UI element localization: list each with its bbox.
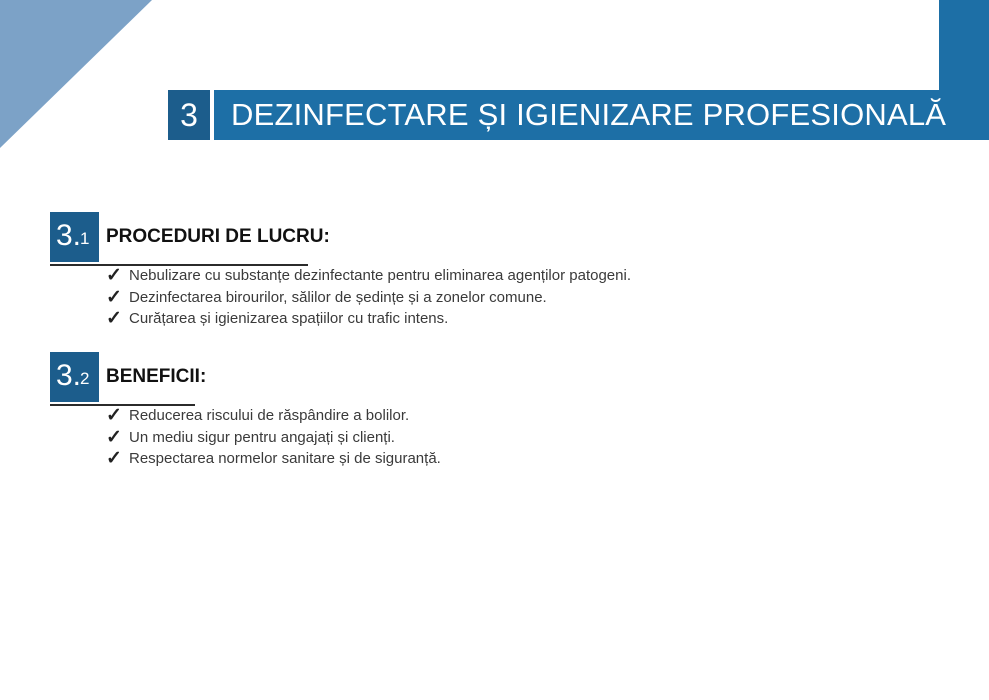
list-item-text: Un mediu sigur pentru angajați și clienți.	[129, 428, 395, 446]
section-number-major: 3.	[56, 359, 82, 392]
list-item	[106, 308, 631, 330]
list-item-text: Curățarea și igienizarea spațiilor cu trafic intens.	[129, 310, 449, 327]
list-item	[106, 265, 631, 287]
check-icon: ✓	[106, 426, 122, 448]
section-number-minor: 1	[80, 229, 90, 248]
benefits-list	[106, 405, 441, 470]
section-number-badge	[50, 352, 99, 402]
section-number-badge	[50, 212, 99, 262]
check-icon: ✓	[106, 308, 122, 329]
check-icon: ✓	[106, 265, 122, 286]
chapter-number: 3	[168, 90, 210, 140]
section-number-major: 3.	[56, 219, 82, 252]
list-item	[106, 427, 441, 449]
list-item	[106, 448, 441, 470]
check-icon: ✓	[106, 286, 122, 308]
check-icon: ✓	[106, 448, 122, 469]
procedure-list	[106, 265, 631, 330]
section-number-minor: 2	[80, 369, 90, 388]
list-item-text: Respectarea normelor sanitare și de siguranță.	[129, 450, 441, 467]
list-item	[106, 405, 441, 427]
list-item-text: Reducerea riscului de răspândire a bolilor.	[129, 407, 410, 424]
section-title: BENEFICII:	[106, 366, 207, 387]
list-item	[106, 287, 631, 309]
section-title: PROCEDURI DE LUCRU:	[106, 226, 330, 247]
corner-decoration	[0, 0, 152, 148]
list-item-text: Nebulizare cu substanțe dezinfectante pentru eliminarea agenților patogeni.	[129, 267, 631, 284]
list-item-text: Dezinfectarea birourilor, sălilor de ședințe și a zonelor comune.	[129, 288, 547, 306]
check-icon: ✓	[106, 405, 122, 426]
chapter-title: DEZINFECTARE ȘI IGIENIZARE PROFESIONALĂ	[231, 97, 947, 132]
